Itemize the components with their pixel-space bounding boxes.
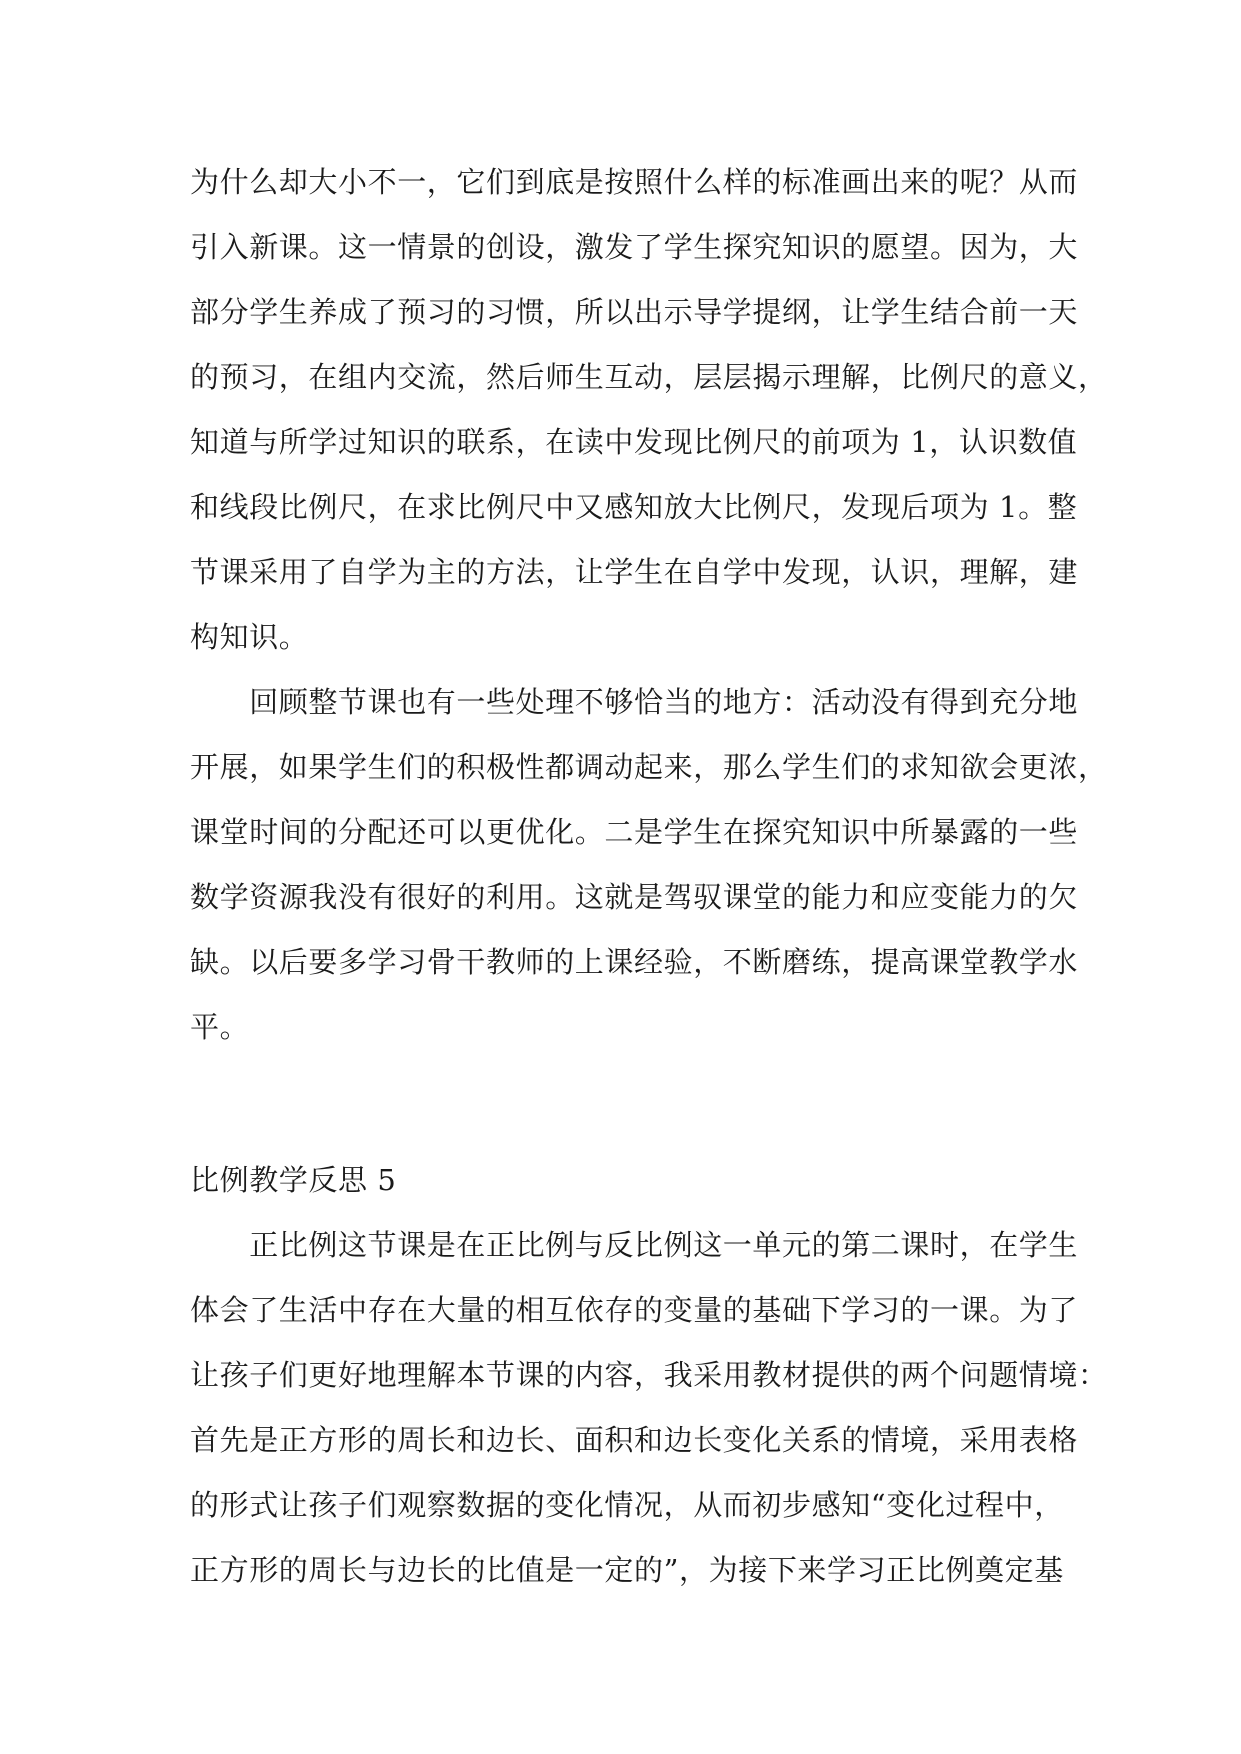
paragraph-line: 构知识。: [190, 620, 309, 654]
section-heading: 比例教学反思 5: [190, 1163, 397, 1197]
paragraph-line: 开展，如果学生们的积极性都调动起来，那么学生们的求知欲会更浓，: [190, 750, 1108, 784]
paragraph-line: 体会了生活中存在大量的相互依存的变量的基础下学习的一课。为了: [190, 1293, 1079, 1327]
paragraph-line: 首先是正方形的周长和边长、面积和边长变化关系的情境，采用表格: [190, 1423, 1079, 1457]
paragraph-line: 和线段比例尺，在求比例尺中又感知放大比例尺，发现后项为 1。整: [190, 490, 1078, 524]
paragraph-review-shortcomings: [190, 670, 1108, 1060]
paragraph-line: 部分学生养成了预习的习惯，所以出示导学提纲，让学生结合前一天: [190, 295, 1079, 329]
paragraph-line: 为什么却大小不一，它们到底是按照什么样的标准画出来的呢？从而: [190, 165, 1079, 199]
paragraph-line: 节课采用了自学为主的方法，让学生在自学中发现，认识，理解，建: [190, 555, 1079, 589]
paragraph-line: 正方形的周长与边长的比值是一定的”，为接下来学习正比例奠定基: [190, 1553, 1064, 1587]
paragraph-line: 的预习，在组内交流，然后师生互动，层层揭示理解，比例尺的意义，: [190, 360, 1108, 394]
paragraph-line: 引入新课。这一情景的创设，激发了学生探究知识的愿望。因为，大: [190, 230, 1079, 264]
paragraph-line: 让孩子们更好地理解本节课的内容，我采用教材提供的两个问题情境：: [190, 1358, 1108, 1392]
paragraph-line: 知道与所学过知识的联系，在读中发现比例尺的前项为 1，认识数值: [190, 425, 1078, 459]
paragraph-line: 缺。以后要多学习骨干教师的上课经验，不断磨练，提高课堂教学水: [190, 945, 1079, 979]
paragraph-scale-reflection-end: [190, 150, 1108, 670]
paragraph-direct-proportion: [190, 1213, 1108, 1603]
paragraph-line: 正比例这节课是在正比例与反比例这一单元的第二课时，在学生: [190, 1228, 1079, 1262]
paragraph-line: 课堂时间的分配还可以更优化。二是学生在探究知识中所暴露的一些: [190, 815, 1079, 849]
paragraph-line: 数学资源我没有很好的利用。这就是驾驭课堂的能力和应变能力的欠: [190, 880, 1079, 914]
paragraph-line: 的形式让孩子们观察数据的变化情况，从而初步感知“变化过程中，: [190, 1488, 1064, 1522]
paragraph-line: 平。: [190, 1010, 250, 1044]
paragraph-line: 回顾整节课也有一些处理不够恰当的地方：活动没有得到充分地: [190, 685, 1079, 719]
